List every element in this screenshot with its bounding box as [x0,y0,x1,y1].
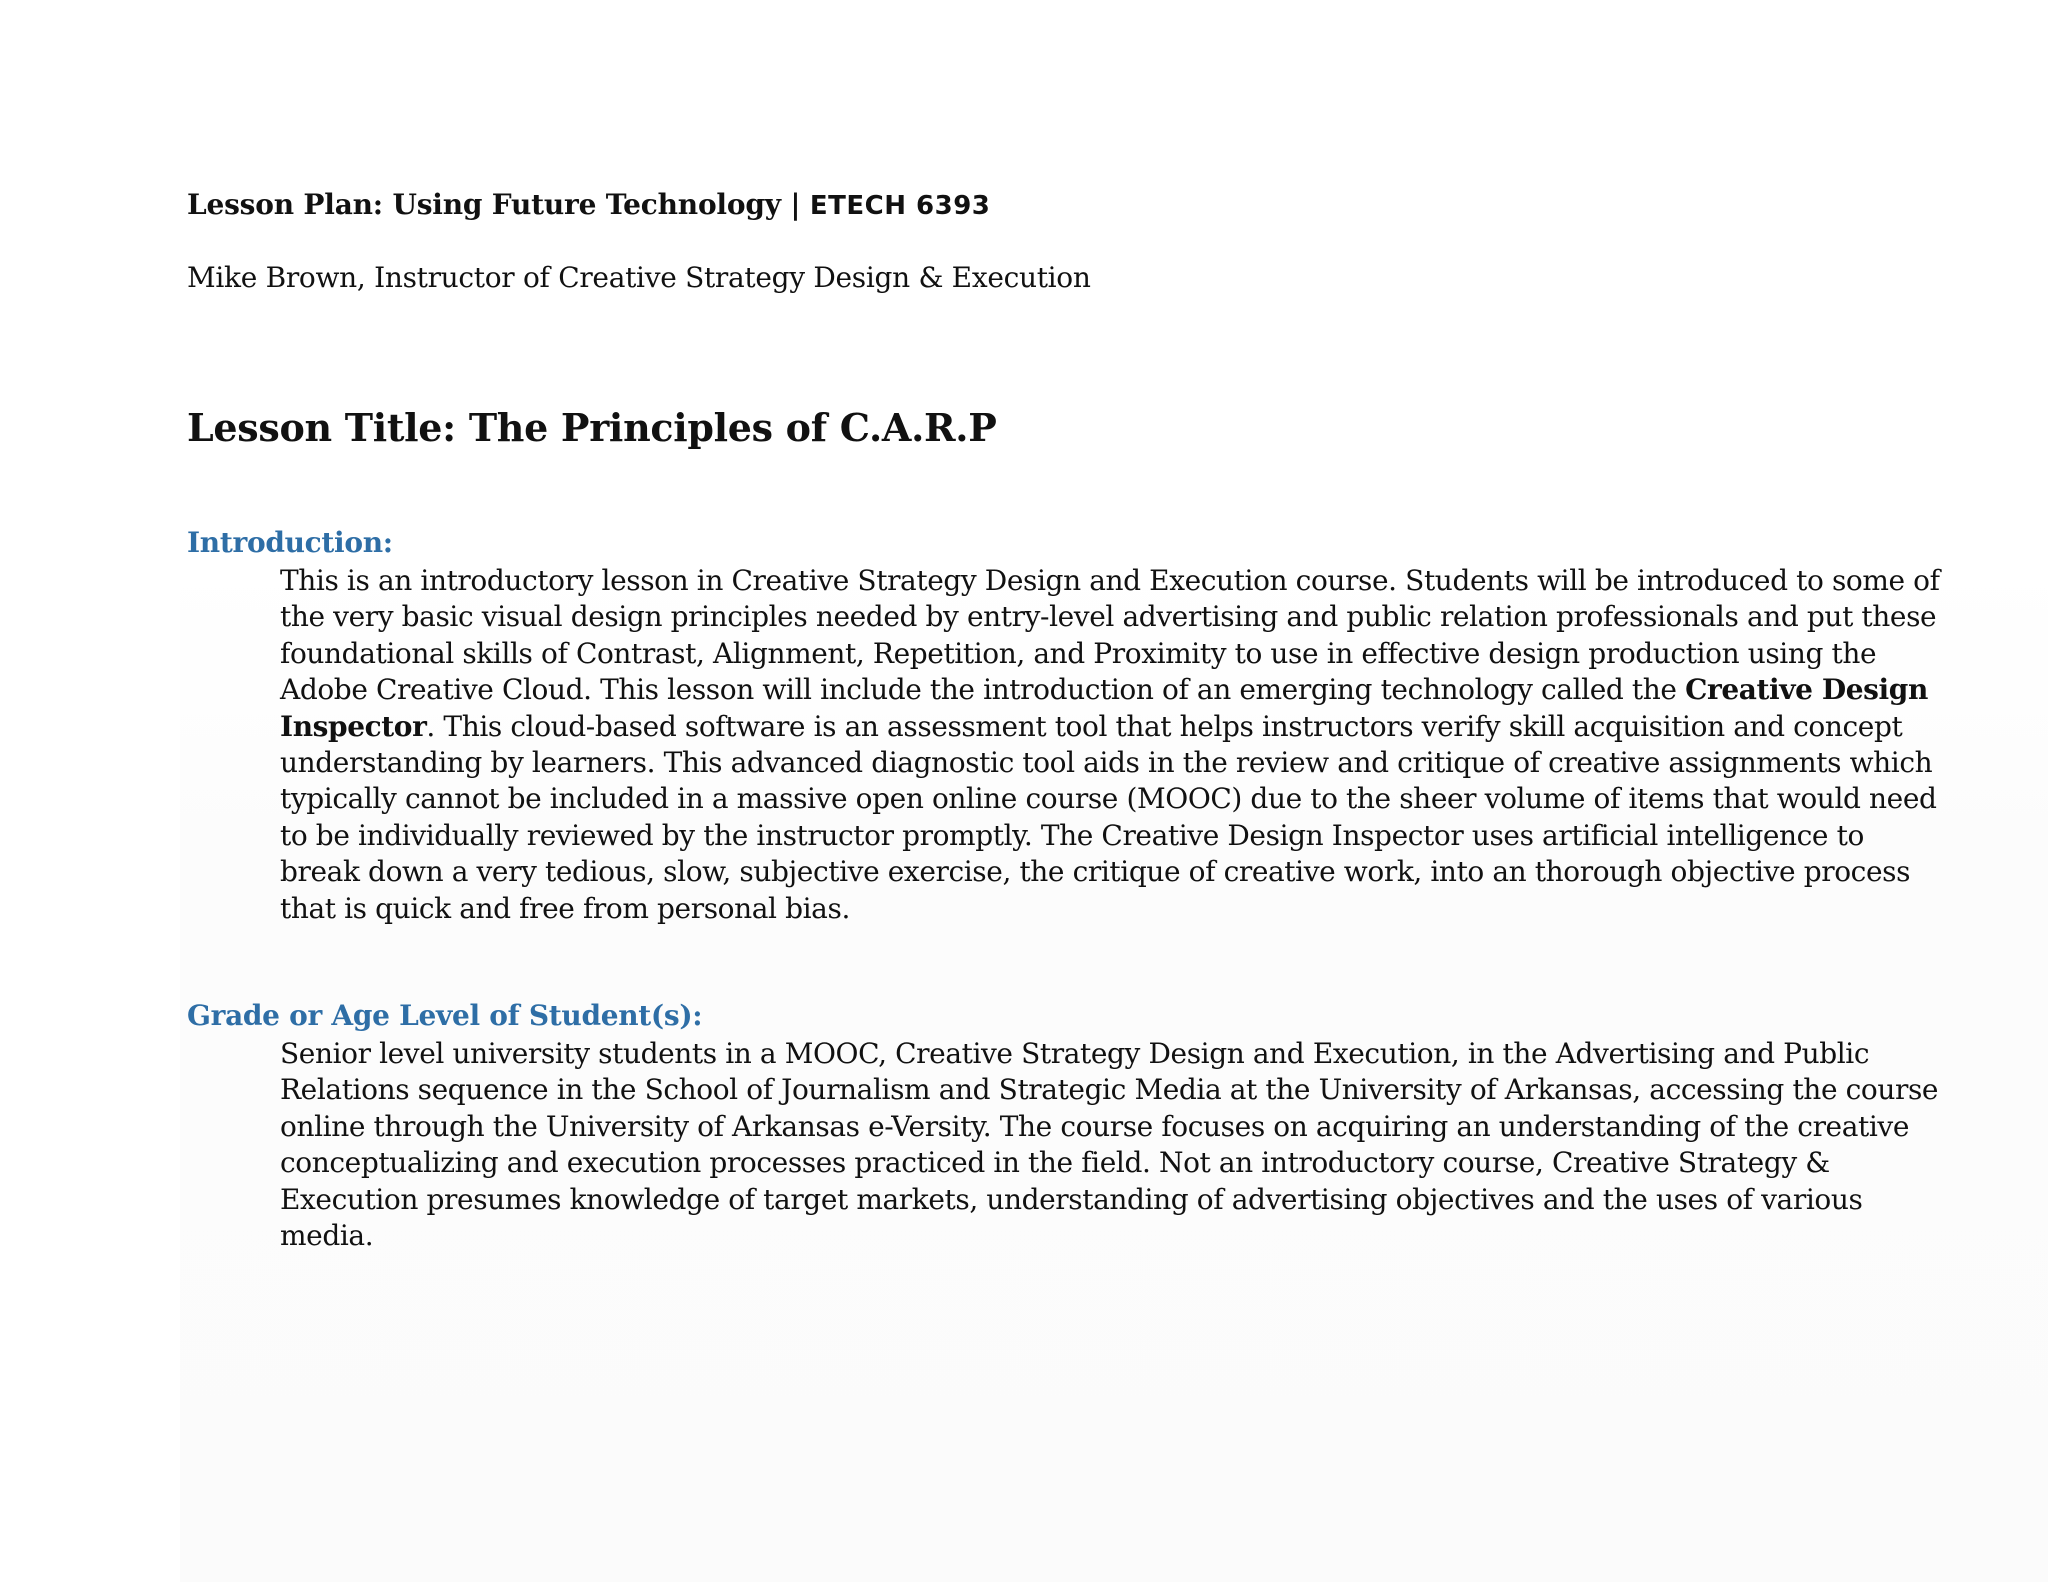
paragraph-text: Adobe Creative Cloud. This lesson will include the introduction of an emerging technology called the [280,673,1686,707]
paragraph-line: that is quick and free from personal bias. [280,891,850,925]
paragraph-line: to be individually reviewed by the instructor promptly. The Creative Design Inspector uses artificial intelligence to [280,818,1864,852]
paragraph-line: foundational skills of Contrast, Alignment, Repetition, and Proximity to use in effective design production using the [280,636,1877,670]
introduction-heading: Introduction: [187,526,393,559]
paragraph-line: break down a very tedious, slow, subjective exercise, the critique of creative work, into an thorough objective process [280,855,1911,889]
course-code: ETECH 6393 [809,191,991,221]
introduction-paragraph [280,563,1940,927]
creative-design-emphasis: Creative Design [1685,673,1928,707]
paragraph-line: Execution presumes knowledge of target markets, understanding of advertising objectives and the uses of various [280,1182,1863,1216]
paragraph-line: online through the University of Arkansas e-Versity. The course focuses on acquiring an understanding of the creative [280,1109,1910,1143]
paragraph-line: the very basic visual design principles needed by entry-level advertising and public relation professionals and put these [280,600,1937,634]
paragraph-line: Senior level university students in a MOOC, Creative Strategy Design and Execution, in the Advertising and Public [280,1037,1870,1070]
grade-level-paragraph [280,1036,1938,1254]
paragraph-line: conceptualizing and execution processes practiced in the field. Not an introductory course, Creative Strategy & [280,1146,1830,1180]
paragraph-line [280,709,1940,745]
lesson-plan-title: Lesson Plan: Using Future Technology | [187,188,801,221]
paragraph-line: This is an introductory lesson in Creative Strategy Design and Execution course. Students will be introduced to some of [280,564,1940,597]
paragraph-line [280,672,1940,708]
inspector-emphasis: Inspector [280,709,427,743]
author-line: Mike Brown, Instructor of Creative Strategy Design & Execution [187,261,1091,294]
grade-level-heading: Grade or Age Level of Student(s): [187,999,703,1032]
paragraph-line: media. [280,1219,374,1253]
lesson-plan-header [187,188,990,221]
lesson-title: Lesson Title: The Principles of C.A.R.P [187,405,997,450]
paragraph-line: Relations sequence in the School of Journalism and Strategic Media at the University of Arkansas, accessing the course [280,1073,1939,1107]
paragraph-line: typically cannot be included in a massive open online course (MOOC) due to the sheer volume of items that would need [280,782,1937,816]
paragraph-text: . This cloud-based software is an assessment tool that helps instructors verify skill acquisition and concept [426,709,1903,743]
paragraph-line: understanding by learners. This advanced diagnostic tool aids in the review and critique of creative assignments which [280,746,1933,780]
